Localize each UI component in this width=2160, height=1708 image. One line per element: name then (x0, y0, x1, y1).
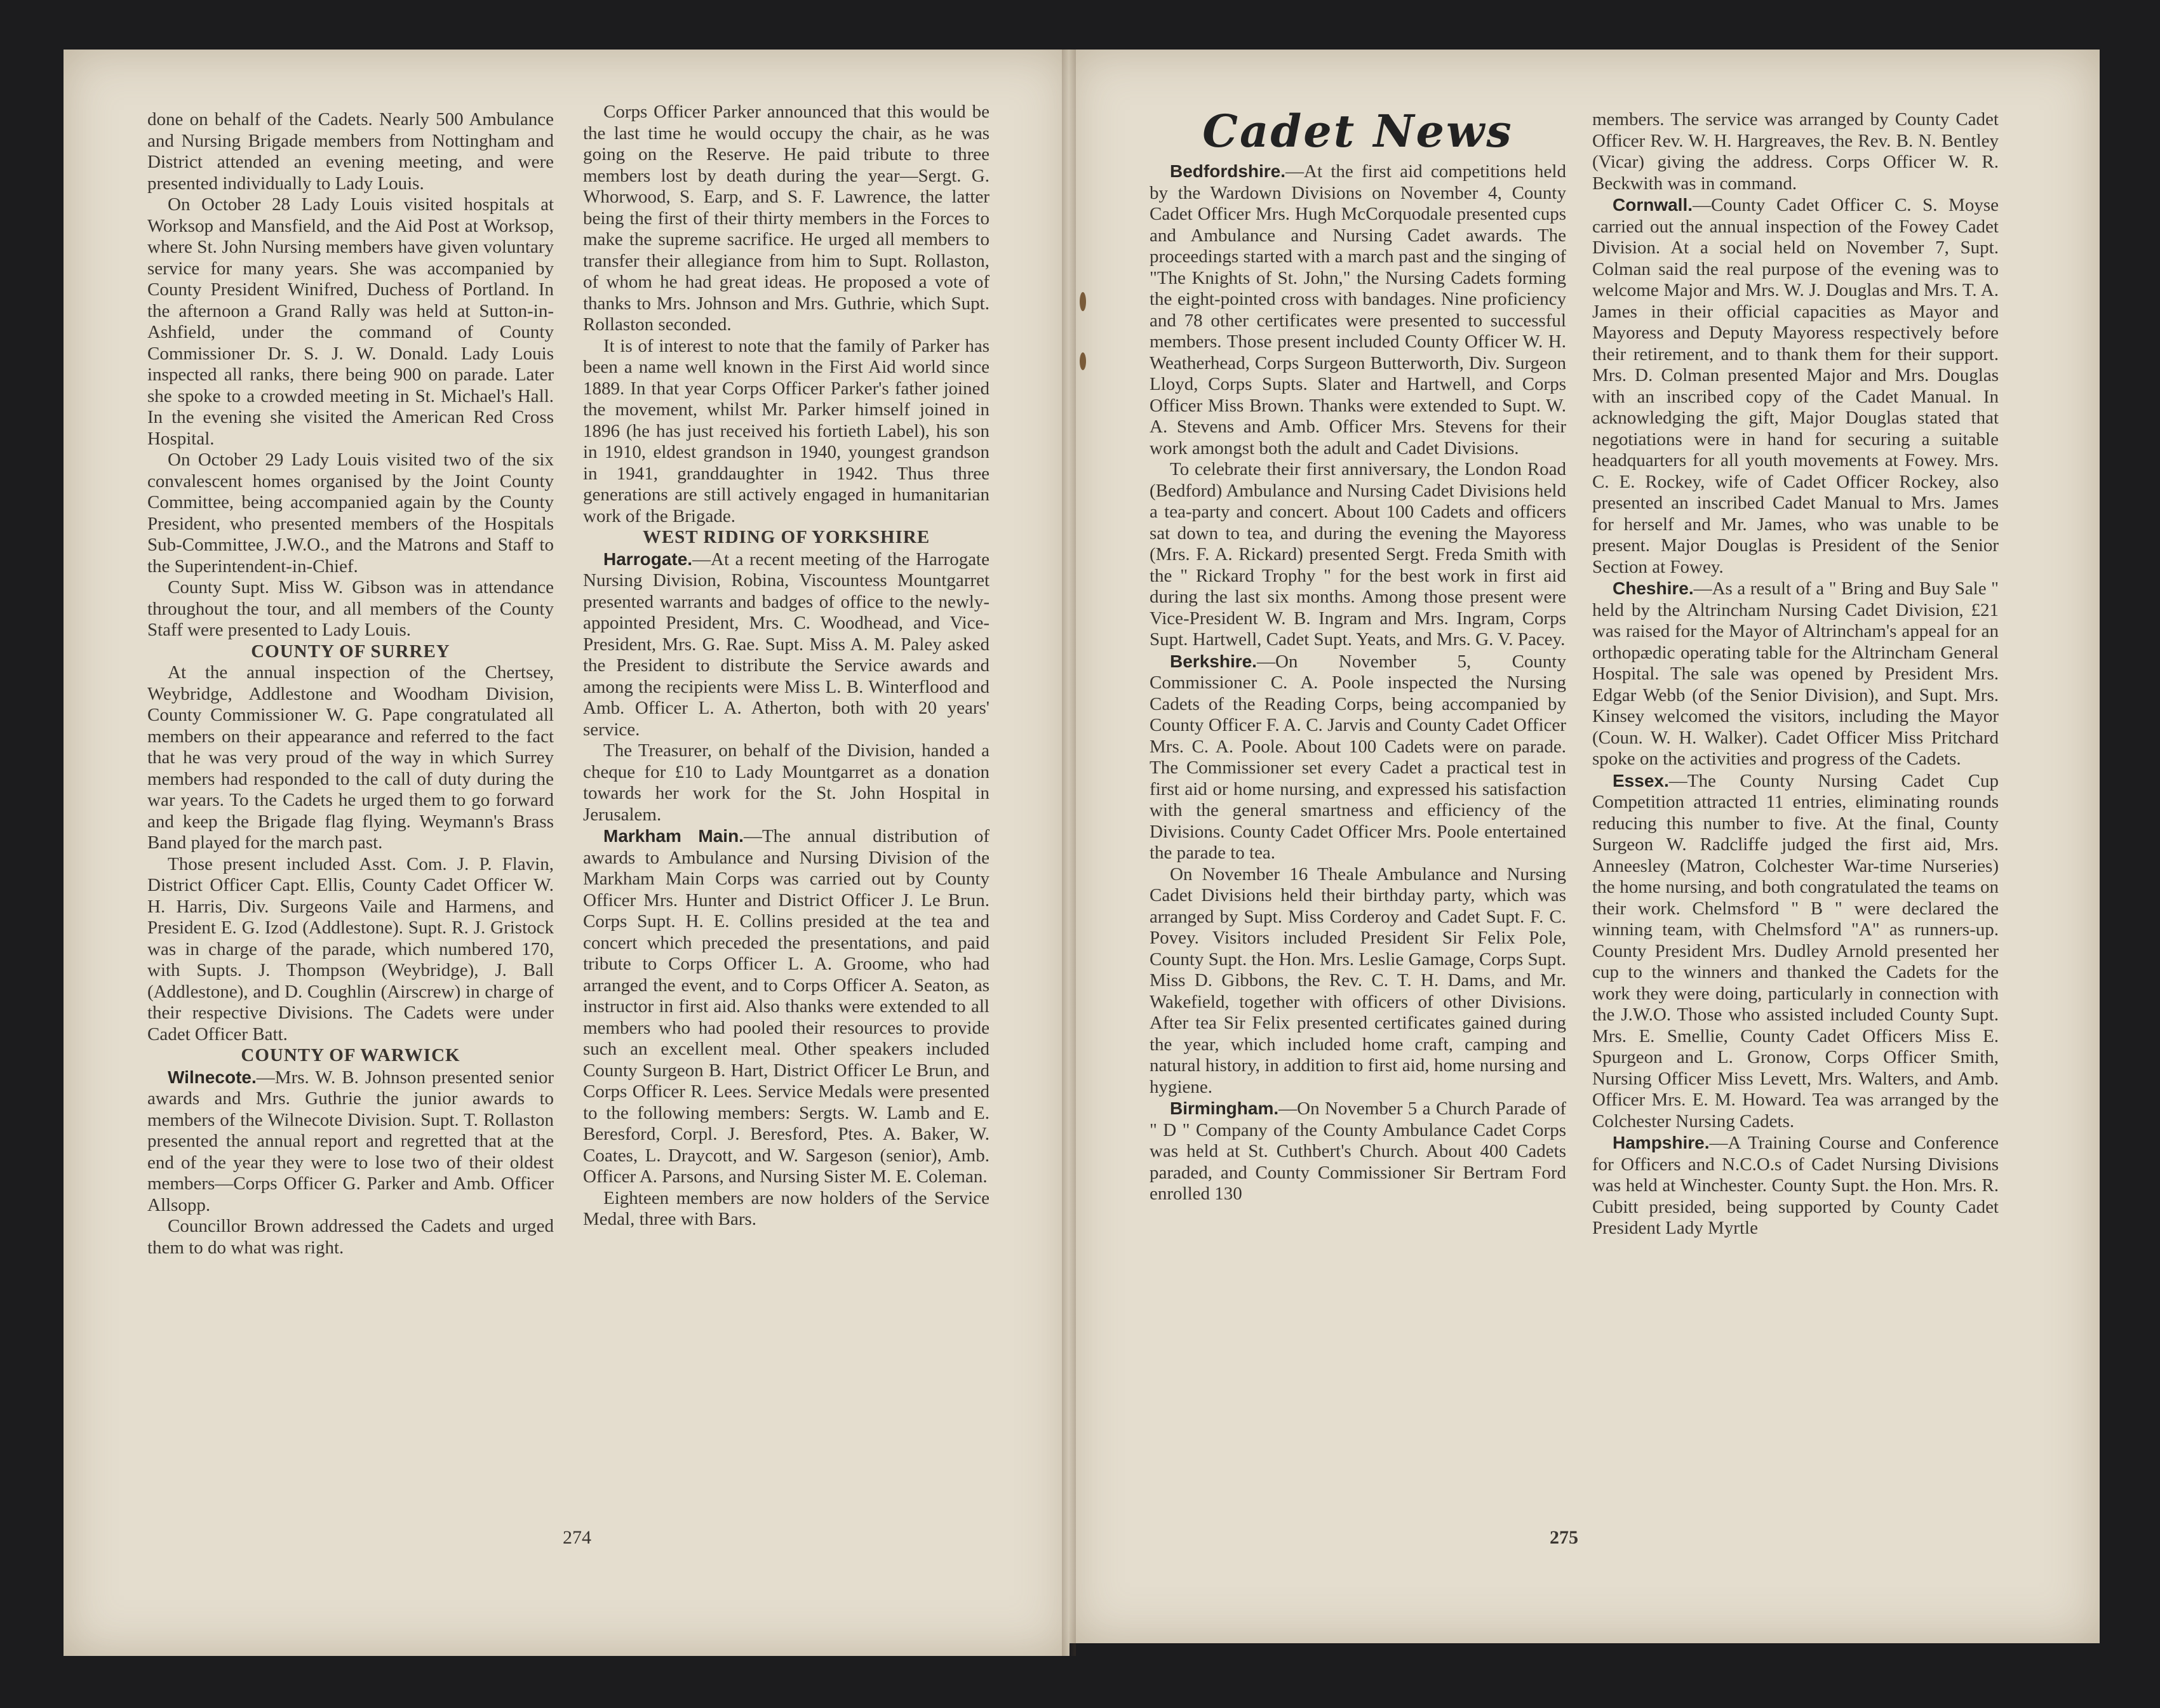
column-4 (1592, 109, 1999, 1531)
paragraph (1592, 578, 1999, 770)
page-number-right: 275 (1550, 1527, 1578, 1548)
paragraph: It is of interest to note that the family of Parker has been a name well known in the First Aid world since 1889. In that year Corps Officer Parker's father joined the movement, whilst Mr. Parker himself joined in 1896 (he has just received his fortieth Label), his son in 1910, eldest grandson in 1940, youngest grandson in 1941, granddaughter in 1942. Thus three generations are still actively engaged in humanitarian work of the Brigade. (583, 335, 989, 526)
paragraph: Councillor Brown addressed the Cadets and urged them to do what was right. (147, 1216, 554, 1258)
subheading: Birmingham. (1170, 1098, 1279, 1118)
page-number-left: 274 (563, 1527, 591, 1548)
subheading: Bedfordshire. (1170, 161, 1286, 181)
paragraph: Eighteen members are now holders of the Service Medal, three with Bars. (583, 1187, 989, 1229)
paragraph-text: —At a recent meeting of the Harrogate Nursing Division, Robina, Viscountess Mountgarret presented warrants and badges of office to the newly-appointed President, Mrs. C. Woodhead, and Vice-President, Mrs. G. Rae. Supt. Miss A. M. Paley asked the President to distribute the Service awards and among the recipients were Miss L. B. Winterflood and Amb. Officer L. A. Atherton, both with 20 years' service. (583, 549, 989, 740)
column-2 (583, 102, 989, 1524)
subheading: Hampshire. (1613, 1133, 1710, 1152)
column-3 (1150, 161, 1566, 1532)
subheading: Cornwall. (1613, 195, 1693, 215)
paragraph (1150, 651, 1566, 864)
subheading: Wilnecote. (168, 1067, 257, 1087)
staple-mark (1080, 352, 1086, 370)
section-heading: COUNTY OF WARWICK (241, 1045, 460, 1065)
column-1 (147, 109, 554, 1525)
paragraph: County Supt. Miss W. Gibson was in attendance throughout the tour, and all members of the County Staff were presented to Lady Louis. (147, 577, 554, 640)
subheading: Berkshire. (1170, 651, 1257, 671)
paragraph-text: —On November 5, County Commissioner C. A. Poole inspected the Nursing Cadets of the Reading Corps, being accompanied by County Officer F. A. C. Jarvis and County Cadet Officer Mrs. C. A. Poole. About 100 Cadets were on parade. The Commissioner set every Cadet a practical test in first aid or home nursing, and expressed his satisfaction with the general smartness and efficiency of the Divisions. County Cadet Officer Mrs. Poole entertained the parade to tea. (1150, 651, 1566, 863)
paragraph: Corps Officer Parker announced that this would be the last time he would occupy the chair, as he was going on the Reserve. He paid tribute to three members lost by death during the year—Sergt. G. Whorwood, S. Earp, and S. F. Lawrence, the latter being the first of their thirty members in the Forces to make the supreme sacrifice. He urged all members to transfer their allegiance from him to Supt. Rollaston, of whom he had great ideas. He proposed a vote of thanks to Mrs. Johnson and Mrs. Guthrie, which Supt. Rollaston seconded. (583, 102, 989, 335)
section-heading: COUNTY OF SURREY (251, 641, 450, 662)
paragraph (1150, 161, 1566, 459)
paragraph: On October 28 Lady Louis visited hospitals at Worksop and Mansfield, and the Aid Post at Worksop, where St. John Nursing members have given voluntary service for many years. She was accompanied by County President Winifred, Duchess of Portland. In the afternoon a Grand Rally was held at Sutton-in-Ashfield, under the command of County Commissioner Dr. S. J. W. Donald. Lady Louis inspected all ranks, there being 900 on parade. Later she spoke to a crowded meeting in St. Michael's Hall. In the evening she visited the American Red Cross Hospital. (147, 194, 554, 449)
paragraph (1592, 1132, 1999, 1239)
paragraph-text: —The County Nursing Cadet Cup Competition attracted 11 entries, eliminating rounds reducing this number to five. At the final, County Surgeon W. Radcliffe judged the first aid, Mrs. Anneesley (Matron, Colchester War-time Nurseries) the home nursing, and both congratulated the teams on their work. Chelmsford " B " were declared the winning team, with Chelmsford "A" as runners-up. County President Mrs. Dudley Arnold presented her cup to the winners and thanked the Cadets for the work they were doing, particularly in connection with the J.W.O. Those who assisted included County Supt. Mrs. E. Smellie, County Cadet Officers Miss E. Spurgeon and L. Gronow, Corps Officer Smith, Nursing Officer Miss Levett, Mrs. Walters, and Amb. Officer Mrs. E. M. Howard. Tea was arranged by the Colchester Nursing Cadets. (1592, 770, 1999, 1131)
paragraph (583, 549, 989, 741)
subheading: Harrogate. (603, 549, 693, 569)
staple-mark (1080, 292, 1086, 311)
paragraph (147, 1067, 554, 1217)
paragraph: On October 29 Lady Louis visited two of the six convalescent homes organised by the Joint County Committee, being accompanied again by the County President, who presented members of the Hospitals Sub-Committee, J.W.O., and the Matrons and Staff to the Superintendent-in-Chief. (147, 450, 554, 577)
paragraph-text: —As a result of a " Bring and Buy Sale " held by the Altrincham Nursing Cadet Division, £21 was raised for the Mayor of Altrincham's appeal for an orthopædic operating table for the Altrincham General Hospital. The sale was opened by President Mrs. Edgar Webb (of the Senior Division), and Supt. Mrs. Kinsey welcomed the visitors, including the Mayor (Coun. W. H. Walker). Cadet Officer Miss Pritchard spoke on the activities and progress of the Cadets. (1592, 578, 1999, 769)
paragraph: Those present included Asst. Com. J. P. Flavin, District Officer Capt. Ellis, County Cadet Officer W. H. Harris, Div. Surgeons Vaile and Harmens, and President E. G. Izod (Addlestone). Supt. R. J. Gristock was in charge of the parade, which numbered 170, with Supts. J. Thompson (Weybridge), J. Ball (Addlestone), and D. Coughlin (Airscrew) in charge of their respective Divisions. The Cadets were under Cadet Officer Batt. (147, 853, 554, 1044)
paragraph: At the annual inspection of the Chertsey, Weybridge, Addlestone and Woodham Division, County Commissioner W. G. Pape congratulated all members on their appearance and referred to the fact that he was very proud of the way in which Surrey members had responded to the call of duty during the war years. To the Cadets he urged them to go forward and keep the Brigade flag flying. Weymann's Brass Band played for the march past. (147, 662, 554, 853)
paragraph: done on behalf of the Cadets. Nearly 500 Ambulance and Nursing Brigade members from Nottingham and District attended an evening meeting, and were presented individually to Lady Louis. (147, 109, 554, 194)
paragraph: members. The service was arranged by County Cadet Officer Rev. W. H. Hargreaves, the Rev. B. N. Bentley (Vicar) giving the address. Corps Officer W. R. Beckwith was in command. (1592, 109, 1999, 194)
paragraph-text: —County Cadet Officer C. S. Moyse carried out the annual inspection of the Fowey Cadet Division. At a social held on November 7, Supt. Colman said the real purpose of the evening was to welcome Major and Mrs. W. J. Douglas and Mrs. T. A. James in their official capacities as Mayor and Mayoress and Deputy Mayoress respectively before their retirement, and to thank them for their support. Mrs. D. Colman presented Major and Mrs. Douglas with an inscribed copy of the Cadet Manual. In acknowledging the gift, Major Douglas stated that negotiations were in hand for securing a suitable headquarters for all youth movements at Fowey. Mrs. C. E. Rockey, wife of Cadet Officer Rockey, also presented an inscribed Cadet Manual to Mrs. James for herself and Mr. James, who was unable to be present. Major Douglas is President of the Senior Section at Fowey. (1592, 195, 1999, 577)
paragraph-text: —The annual distribution of awards to Ambulance and Nursing Division of the Markham Main Corps was carried out by County Officer Mrs. Hunter and District Officer J. Le Brun. Corps Supt. H. E. Collins presided at the tea and concert which preceded the presentations, and paid tribute to Corps Officer L. A. Groome, who had arranged the event, and to Corps Officer A. Seaton, as instructor in first aid. Also thanks were extended to all members who had pooled their resources to provide such an excellent meal. Other speakers included County Surgeon B. Hart, District Officer Le Brun, and Corps Officer R. Lees. Service Medals were presented to the following members: Sergts. W. Lamb and E. Beresford, Corpl. J. Beresford, Ptes. A. Baker, W. Coates, L. Draycott, and W. Sargeson (senior), Amb. Officer A. Parsons, and Nursing Sister M. E. Coleman. (583, 826, 989, 1187)
masthead-title: Cadet News (1202, 105, 1513, 157)
book-gutter (1062, 50, 1076, 1656)
paragraph-text: —On November 5 a Church Parade of " D " Company of the County Ambulance Cadet Corps was held at St. Cuthbert's Church. About 400 Cadets paraded, and County Commissioner Sir Bertram Ford enrolled 130 (1150, 1098, 1566, 1204)
paragraph: The Treasurer, on behalf of the Division, handed a cheque for £10 to Lady Mountgarret as a donation towards her work for the St. John Hospital in Jerusalem. (583, 740, 989, 825)
paragraph (1592, 770, 1999, 1133)
paragraph (1150, 1098, 1566, 1205)
paragraph-text: —Mrs. W. B. Johnson presented senior awards and Mrs. Guthrie the junior awards to members of the Wilnecote Division. Supt. T. Rollaston presented the annual report and regretted that at the end of the year they were to lose two of their oldest members—Corps Officer G. Parker and Amb. Officer Allsopp. (147, 1067, 554, 1215)
paragraph (583, 825, 989, 1188)
paragraph: On November 16 Theale Ambulance and Nursing Cadet Divisions held their birthday party, which was arranged by Supt. Miss Corderoy and Cadet Supt. F. C. Povey. Visitors included President Sir Felix Pole, County Supt. the Hon. Mrs. Leslie Gamage, Corps Supt. Miss D. Gibbons, the Rev. C. T. H. Dams, and Mr. Wakefield, together with officers of other Divisions. After tea Sir Felix presented certificates gained during the year, which included home craft, camping and natural history, in addition to first aid, home nursing and hygiene. (1150, 864, 1566, 1097)
subheading: Essex. (1613, 770, 1669, 791)
subheading: Markham Main. (603, 826, 744, 846)
paragraph: To celebrate their first anniversary, the London Road (Bedford) Ambulance and Nursing Cadet Divisions held a tea-party and concert. About 100 Cadets and officers sat down to tea, and during the evening the Mayoress (Mrs. F. A. Rickard) presented Sergt. Freda Smith with the " Rickard Trophy " for the best work in first aid during the last six months. Among those present were Vice-President W. B. Ingram and Mrs. Ingram, Corps Supt. Hartwell, Cadet Supt. Yeats, and Mrs. G. V. Pacey. (1150, 459, 1566, 650)
subheading: Cheshire. (1613, 578, 1694, 598)
paragraph (1592, 194, 1999, 578)
paragraph-text: —A Training Course and Conference for Officers and N.C.O.s of Cadet Nursing Divisions was held at Winchester. County Supt. the Hon. Mrs. R. Cubitt presided, being supported by County Cadet President Lady Myrtle (1592, 1133, 1999, 1238)
paragraph-text: —At the first aid competitions held by the Wardown Divisions on November 4, County Cadet Officer Mrs. Hugh McCorquodale presented cups and Ambulance and Nursing Cadet awards. The proceedings started with a march past and the singing of "The Knights of St. John," the Nursing Cadets forming the eight-pointed cross with bandages. Nine proficiency and 78 other certificates were presented to successful members. Those present included County Officer W. H. Weatherhead, Corps Surgeon Butterworth, Div. Surgeon Lloyd, Corps Supts. Slater and Hartwell, and Corps Officer Miss Brown. Thanks were extended to Supt. W. A. Stevens and Amb. Officer Mrs. Stevens for their work amongst both the adult and Cadet Divisions. (1150, 161, 1566, 458)
section-heading: WEST RIDING OF YORKSHIRE (642, 527, 930, 547)
